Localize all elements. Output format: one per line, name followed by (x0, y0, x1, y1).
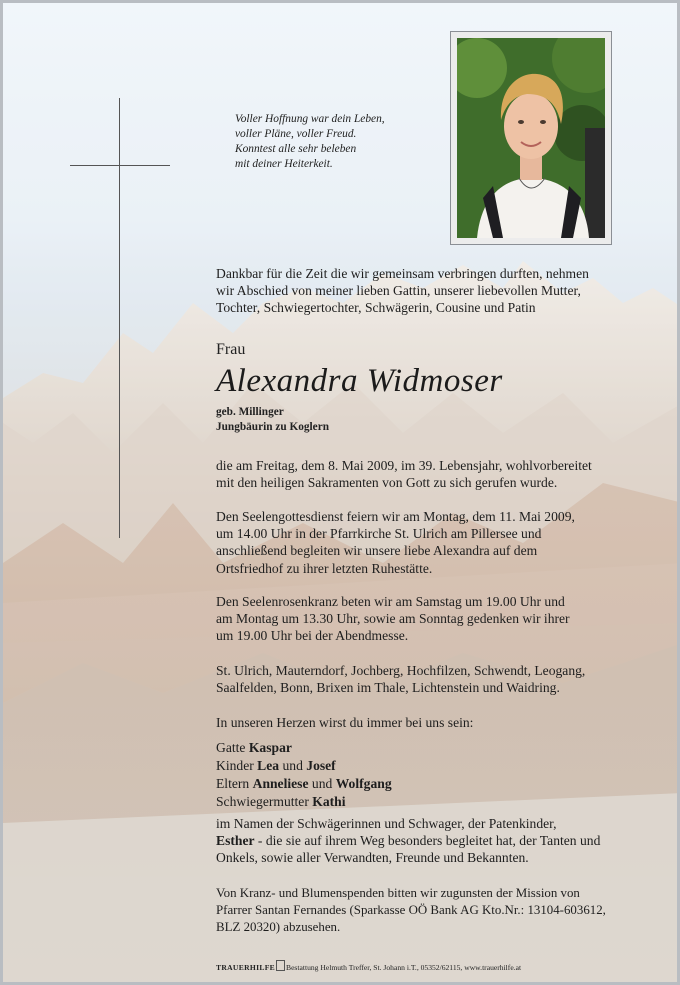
conjunction: und (311, 776, 333, 791)
conjunction: und (282, 758, 303, 773)
family-mother-in-law (216, 793, 392, 811)
spouse-name: Kaspar (248, 740, 292, 755)
hearts-line: In unseren Herzen wirst du immer bei uns sein: (216, 715, 474, 730)
relatives-line (216, 832, 600, 849)
mother-in-law-name: Kathi (312, 794, 346, 809)
donations-paragraph (216, 885, 606, 937)
relatives-paragraph (216, 815, 600, 867)
relatives-line: im Namen der Schwägerinnen und Schwager, der Patenkinder, (216, 816, 557, 831)
portrait-photo (457, 38, 605, 238)
service-line: anschließend begleiten wir unsere liebe Alexandra auf dem (216, 543, 538, 559)
places-paragraph (216, 662, 585, 696)
parent-name: Wolfgang (335, 776, 392, 791)
rosary-line: Den Seelenrosenkranz beten wir am Samstag um 19.00 Uhr und (216, 594, 565, 609)
deceased-name: Alexandra Widmoser (216, 363, 503, 399)
intro-line: Tochter, Schwiegertochter, Schwägerin, Cousine und Patin (216, 300, 536, 316)
family-parents (216, 775, 392, 793)
footer-brand: TRAUERHILFE (216, 963, 275, 972)
children-label: Kinder (216, 758, 254, 773)
family-list (216, 739, 392, 811)
family-spouse (216, 739, 392, 757)
spouse-label: Gatte (216, 740, 246, 755)
death-paragraph (216, 457, 592, 491)
rosary-paragraph (216, 593, 570, 645)
death-line: mit den heiligen Sakramenten von Gott zu sich gerufen wurde. (216, 475, 558, 491)
donations-line: Von Kranz- und Blumenspenden bitten wir zugunsten der Mission von (216, 886, 580, 900)
salutation: Frau (216, 341, 246, 358)
intro-line: wir Abschied von meiner lieben Gattin, unserer liebevollen Mutter, (216, 283, 581, 299)
intro-paragraph (216, 265, 589, 317)
deceased-subtitle (216, 405, 329, 434)
trauerhilfe-logo-icon (276, 960, 285, 971)
esther-name: Esther (216, 833, 255, 849)
maiden-name: geb. Millinger (216, 406, 284, 418)
poem-line: Konntest alle sehr beleben (235, 143, 357, 155)
portrait-photo-frame (450, 31, 612, 245)
intro-line: Dankbar für die Zeit die wir gemeinsam verbringen durften, nehmen (216, 266, 589, 281)
mother-in-law-label: Schwiegermutter (216, 794, 309, 809)
parent-name: Anneliese (252, 776, 309, 791)
relatives-line: Onkels, sowie aller Verwandten, Freunde und Bekannten. (216, 850, 529, 866)
death-line: die am Freitag, dem 8. Mai 2009, im 39. Lebensjahr, wohlvorbereitet (216, 458, 592, 473)
donations-line: BLZ 20320) abzusehen. (216, 920, 341, 935)
family-children (216, 757, 392, 775)
poem-line: Voller Hoffnung war dein Leben, (235, 113, 385, 125)
service-line: Den Seelengottesdienst feiern wir am Montag, dem 11. Mai 2009, (216, 509, 575, 524)
footer-text: Bestattung Helmuth Treffer, St. Johann i.T., 05352/62115, www.trauerhilfe.at (286, 963, 522, 972)
service-line: um 14.00 Uhr in der Pfarrkirche St. Ulrich am Pillersee und (216, 526, 542, 542)
footer (216, 960, 521, 972)
service-line: Ortsfriedhof zu ihrer letzten Ruhestätte. (216, 560, 433, 576)
farm-title: Jungbäurin zu Koglern (216, 420, 329, 433)
child-name: Lea (257, 758, 280, 773)
donations-line: Pfarrer Santan Fernandes (Sparkasse OÖ Bank AG Kto.Nr.: 13104-603612, (216, 903, 606, 918)
cross-horizontal-bar (70, 165, 170, 166)
places-line: Saalfelden, Bonn, Brixen im Thale, Lichtenstein und Waidring. (216, 680, 560, 696)
rosary-line: um 19.00 Uhr bei der Abendmesse. (216, 628, 409, 644)
parents-label: Eltern (216, 776, 250, 791)
memorial-poem (235, 112, 435, 172)
poem-line: voller Pläne, voller Freud. (235, 128, 357, 140)
relatives-line-rest: - die sie auf ihrem Weg besonders begleitet hat, der Tanten und (254, 833, 601, 849)
rosary-line: am Montag um 13.30 Uhr, sowie am Sonntag gedenken wir ihrer (216, 611, 570, 627)
poem-line: mit deiner Heiterkeit. (235, 158, 333, 170)
cross-vertical-bar (119, 98, 120, 538)
places-line: St. Ulrich, Mauterndorf, Jochberg, Hochfilzen, Schwendt, Leogang, (216, 663, 586, 678)
child-name: Josef (306, 758, 336, 773)
service-paragraph (216, 508, 575, 577)
